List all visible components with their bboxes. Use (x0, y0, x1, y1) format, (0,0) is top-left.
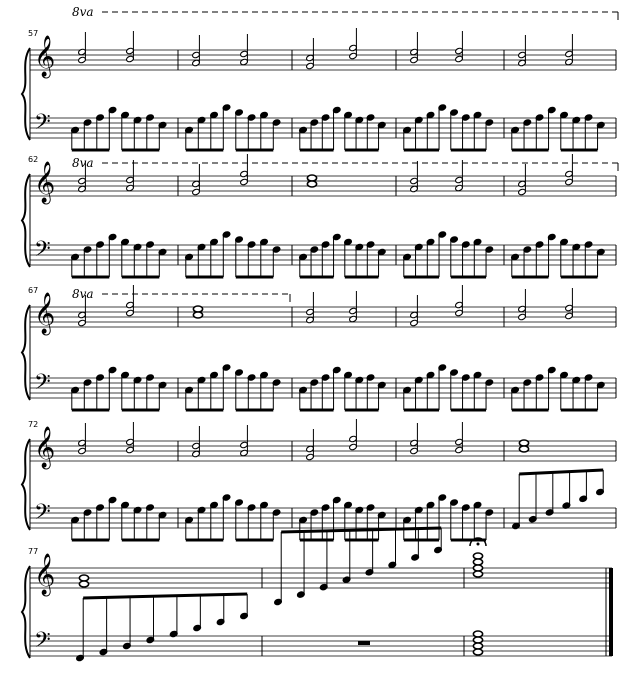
system-2 (22, 154, 618, 277)
whole-note (79, 575, 88, 581)
whole-note (473, 649, 482, 655)
treble-clef-icon: 𝄞 (34, 293, 56, 334)
whole-note (473, 559, 482, 565)
treble-clef-icon: 𝄞 (34, 36, 56, 77)
brace (22, 174, 30, 267)
system-3 (22, 285, 616, 410)
bass-clef-icon: 𝄢 (34, 237, 51, 267)
whole-note (193, 312, 202, 318)
whole-rest (358, 641, 370, 645)
system-5 (22, 528, 612, 662)
bass-clef-icon: 𝄢 (34, 370, 51, 400)
beam (281, 528, 441, 532)
measure-number: 57 (28, 29, 39, 38)
brace (22, 48, 30, 140)
whole-note (79, 581, 88, 587)
whole-note (473, 571, 482, 577)
brace (22, 566, 30, 658)
bass-clef-icon: 𝄢 (34, 110, 51, 140)
whole-note (307, 175, 316, 181)
whole-note (473, 643, 482, 649)
treble-clef-icon: 𝄞 (34, 162, 56, 203)
measure-number: 72 (28, 420, 39, 429)
ottava-label: 8va (72, 5, 94, 19)
whole-note (307, 181, 316, 187)
brace (22, 305, 30, 400)
whole-note (473, 637, 482, 643)
beam (519, 470, 603, 474)
treble-clef-icon: 𝄞 (34, 427, 56, 468)
whole-note (473, 631, 482, 637)
whole-note (519, 440, 528, 446)
whole-note (193, 306, 202, 312)
ottava-label: 8va (72, 156, 94, 170)
measure-number: 77 (28, 547, 39, 556)
treble-clef-icon: 𝄞 (34, 554, 56, 595)
whole-note (473, 553, 482, 559)
ottava-label: 8va (72, 287, 94, 301)
beam (83, 594, 247, 598)
bass-clef-icon: 𝄢 (34, 500, 51, 530)
bass-clef-icon: 𝄢 (34, 628, 51, 658)
measure-number: 62 (28, 155, 39, 164)
measure-number: 67 (28, 286, 39, 295)
whole-note (473, 565, 482, 571)
fermata-dot (477, 543, 480, 546)
system-4 (22, 419, 616, 540)
brace (22, 439, 30, 530)
whole-note (519, 446, 528, 452)
system-1 (22, 5, 618, 150)
